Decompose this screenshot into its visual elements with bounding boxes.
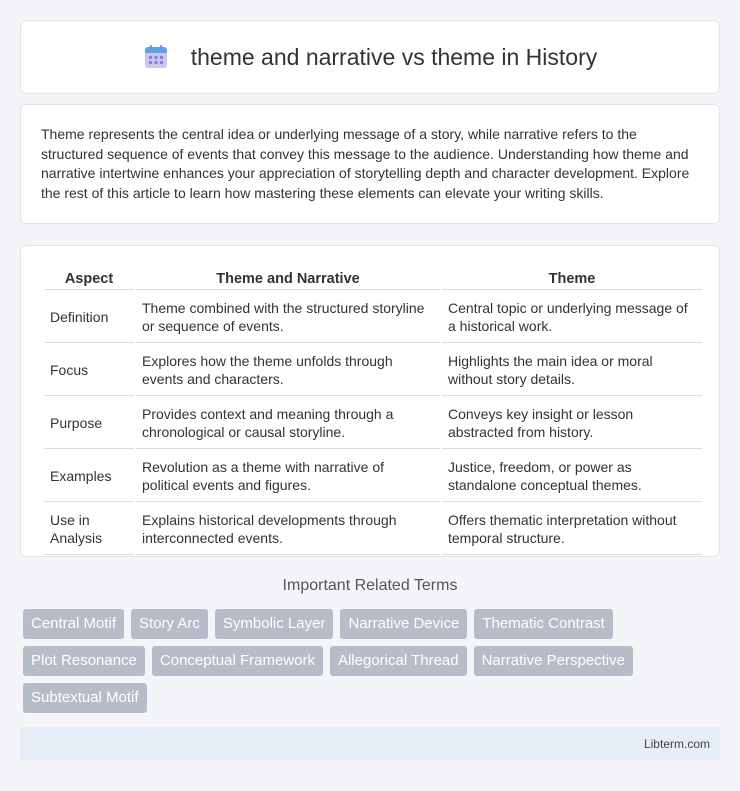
related-term-tag[interactable]: Subtextual Motif xyxy=(23,683,147,713)
related-term-tag[interactable]: Thematic Contrast xyxy=(474,609,613,639)
table-header-row xyxy=(44,268,702,290)
comparison-table xyxy=(42,266,704,557)
related-terms-title: Important Related Terms xyxy=(282,577,458,594)
row-aspect: Examples xyxy=(44,451,134,502)
row-theme-and-narrative: Explains historical developments through interconnected events. xyxy=(136,504,440,555)
intro-card xyxy=(20,104,720,224)
row-theme: Central topic or underlying message of a historical work. xyxy=(442,292,702,343)
page-title: theme and narrative vs theme in History xyxy=(190,43,598,70)
row-theme-and-narrative: Explores how the theme unfolds through events and characters. xyxy=(136,345,440,396)
header-theme-and-narrative: Theme and Narrative xyxy=(136,268,440,290)
row-theme-and-narrative: Revolution as a theme with narrative of political events and figures. xyxy=(136,451,440,502)
row-aspect: Purpose xyxy=(44,398,134,449)
table-row xyxy=(44,451,702,502)
table-row xyxy=(44,504,702,555)
related-term-tag[interactable]: Symbolic Layer xyxy=(215,609,334,639)
related-term-tag[interactable]: Narrative Device xyxy=(340,609,467,639)
row-aspect: Focus xyxy=(44,345,134,396)
calendar-icon xyxy=(143,44,169,70)
header-theme: Theme xyxy=(442,268,702,290)
table-row xyxy=(44,292,702,343)
footer-site-link[interactable]: Libterm.com xyxy=(643,736,710,751)
row-theme: Justice, freedom, or power as standalone conceptual themes. xyxy=(442,451,702,502)
row-aspect: Definition xyxy=(44,292,134,343)
related-terms-list xyxy=(23,609,723,720)
related-term-tag[interactable]: Story Arc xyxy=(131,609,208,639)
table-row xyxy=(44,398,702,449)
row-aspect: Use in Analysis xyxy=(44,504,134,555)
row-theme: Offers thematic interpretation without temporal structure. xyxy=(442,504,702,555)
header-card xyxy=(20,20,720,94)
table-row xyxy=(44,345,702,396)
comparison-table-card xyxy=(20,245,720,557)
header xyxy=(143,44,598,71)
row-theme: Conveys key insight or lesson abstracted from history. xyxy=(442,398,702,449)
row-theme-and-narrative: Provides context and meaning through a chronological or causal storyline. xyxy=(136,398,440,449)
related-term-tag[interactable]: Narrative Perspective xyxy=(474,646,633,676)
intro-text: Theme represents the central idea or underlying message of a story, while narrative refers to the structured sequence of events that convey this message to the audience. Understanding how theme and narrative intertwine enhances your appreciation of storytelling depth and character development. Explore the rest of this article to learn how mastering these elements can elevate your writing skills. xyxy=(41,126,690,201)
row-theme-and-narrative: Theme combined with the structured storyline or sequence of events. xyxy=(136,292,440,343)
related-term-tag[interactable]: Conceptual Framework xyxy=(152,646,323,676)
header-aspect: Aspect xyxy=(44,268,134,290)
footer xyxy=(20,727,720,760)
related-term-tag[interactable]: Central Motif xyxy=(23,609,124,639)
row-theme: Highlights the main idea or moral without story details. xyxy=(442,345,702,396)
related-term-tag[interactable]: Allegorical Thread xyxy=(330,646,467,676)
related-term-tag[interactable]: Plot Resonance xyxy=(23,646,145,676)
